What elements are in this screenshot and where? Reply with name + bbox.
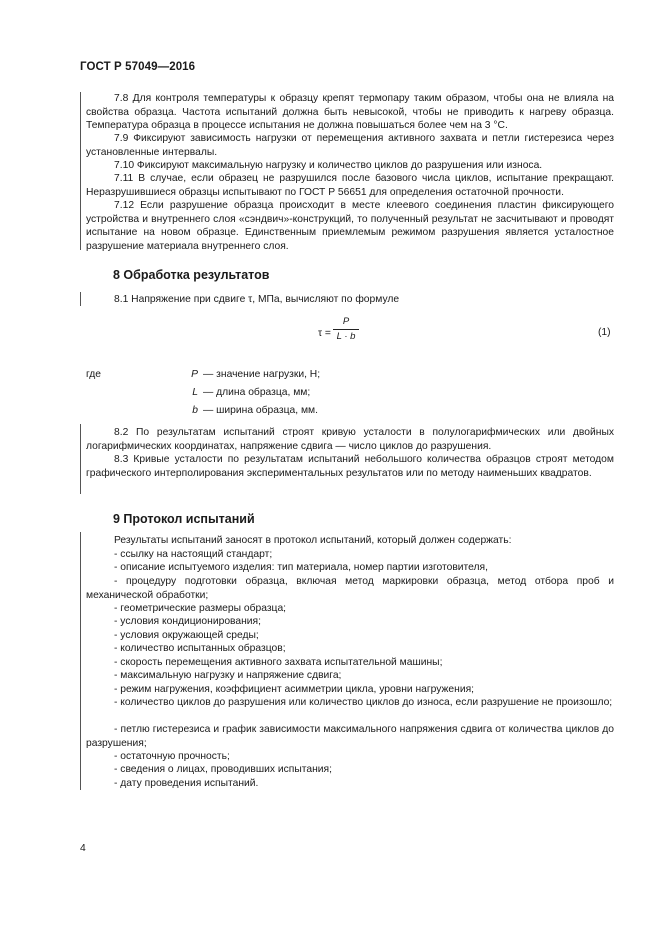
formula-number: (1) — [598, 327, 611, 338]
protocol-item: - условия кондиционирования; — [114, 616, 261, 627]
protocol-item: - дату проведения испытаний. — [114, 778, 259, 789]
protocol-item: - скорость перемещения активного захвата испытательной машины; — [114, 657, 443, 668]
protocol-item: - количество испытанных образцов; — [114, 643, 286, 654]
protocol-item: - остаточную прочность; — [114, 751, 230, 762]
protocol-item: - ссылку на настоящий стандарт; — [114, 549, 273, 560]
definition-text: — ширина образца, мм. — [203, 405, 318, 416]
revision-bar — [80, 532, 81, 790]
revision-bar — [80, 292, 81, 306]
paragraph-8-2: 8.2 По результатам испытаний строят кривую усталости в полулогарифмических или двойных логарифмических координатах, напряжение сдвига — число циклов до разрушения. — [86, 427, 614, 452]
definition-text: — длина образца, мм; — [203, 387, 311, 398]
paragraph-7-9: 7.9 Фиксируют зависимость нагрузки от перемещения активного захвата и петли гистерезиса через установленные интервалы. — [86, 133, 614, 158]
section-8-heading: 8 Обработка результатов — [113, 268, 270, 282]
formula-denominator: L · b — [336, 331, 356, 342]
definition-text: — значение нагрузки, Н; — [203, 369, 321, 380]
protocol-item: - количество циклов до разрушения или количество циклов до износа, если разрушение не произошло; — [114, 697, 613, 708]
paragraph-7-11: 7.11 В случае, если образец не разрушился после базового числа циклов, испытание прекращают. Неразрушившиеся образцы испытывают по ГОСТ Р 56651 для определения остаточной прочности. — [86, 173, 614, 198]
section-9-heading: 9 Протокол испытаний — [113, 512, 255, 526]
protocol-item: - геометрические размеры образца; — [114, 603, 287, 614]
protocol-intro: Результаты испытаний заносят в протокол испытаний, который должен содержать: — [114, 535, 512, 546]
paragraph-8-1: 8.1 Напряжение при сдвиге τ, МПа, вычисляют по формуле — [114, 294, 400, 305]
definition-symbol: P — [191, 369, 198, 380]
paragraph-8-3: 8.3 Кривые усталости по результатам испытаний небольшого количества образцов строят методом графического интерполирования экспериментальных результатов или по методу наименьших квадратов. — [86, 454, 614, 479]
document-header: ГОСТ Р 57049—2016 — [80, 61, 196, 73]
paragraph-7-10: 7.10 Фиксируют максимальную нагрузку и количество циклов до разрушения или износа. — [114, 160, 543, 171]
fraction-bar — [333, 329, 359, 330]
protocol-item: - условия окружающей среды; — [114, 630, 259, 641]
revision-bar — [80, 424, 81, 494]
formula-numerator: P — [342, 316, 350, 327]
definition-symbol: L — [192, 387, 198, 398]
revision-bar — [80, 92, 81, 250]
protocol-item: - режим нагружения, коэффициент асимметрии цикла, уровни нагружения; — [114, 684, 475, 695]
formula-fraction — [333, 316, 359, 343]
protocol-item: - процедуру подготовки образца, включая метод маркировки образца, метод отбора проб и механической обработки; — [86, 576, 614, 601]
protocol-item: - сведения о лицах, проводивших испытания; — [114, 764, 332, 775]
paragraph-7-12: 7.12 Если разрушение образца происходит в месте клеевого соединения пластин фиксирующего устройства и внутреннего слоя «сэндвич»-конструкций, то полученный результат не засчитывают и проводят испытание на новом образце. Единственным приемлемым режимом разрушения является усталостное разрушение материала внутреннего слоя. — [86, 200, 614, 252]
where-label: где — [86, 369, 102, 380]
protocol-item: - петлю гистерезиса и график зависимости максимального напряжения сдвига от количества циклов до разрушения; — [86, 724, 614, 749]
page-number: 4 — [80, 843, 86, 854]
protocol-item: - описание испытуемого изделия: тип материала, номер партии изготовителя, — [114, 562, 488, 573]
formula-lhs: τ = — [318, 328, 331, 339]
paragraph-7-8: 7.8 Для контроля температуры к образцу крепят термопару таким образом, чтобы она не влияла на свойства образца. Частота испытаний должна быть невысокой, чтобы не приводить к нагреву образца. Температура образца в процессе испытания не должна повышаться более чем на 3 °С. — [86, 93, 614, 131]
protocol-item: - максимальную нагрузку и напряжение сдвига; — [114, 670, 342, 681]
definition-symbol: b — [192, 405, 198, 416]
